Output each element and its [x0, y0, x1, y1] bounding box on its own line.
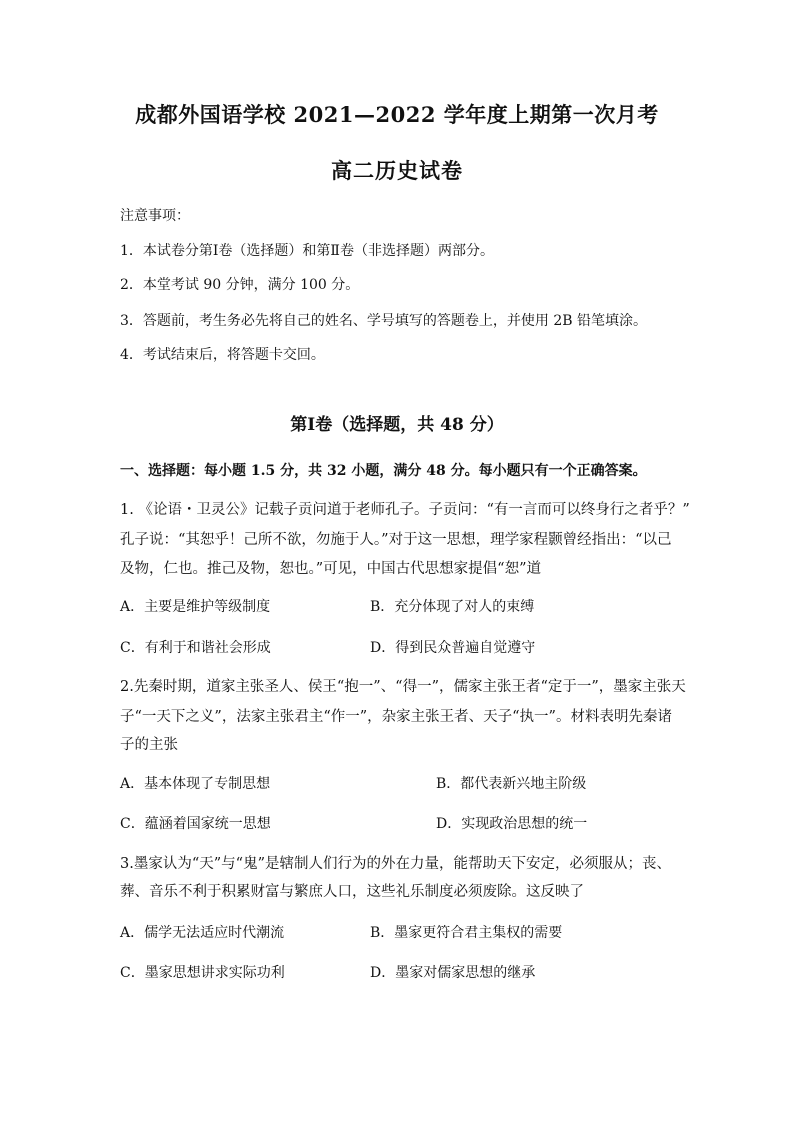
section-title: 第Ⅰ卷（选择题，共 48 分）	[290, 415, 504, 435]
option-d: D．得到民众普遍自觉遵守	[370, 640, 536, 656]
question-text-line: 子“一天下之义”，法家主张君主“作一”，杂家主张王者、天子“执一”。材料表明先秦诸	[120, 709, 672, 725]
option-b: B．充分体现了对人的束缚	[370, 599, 535, 615]
question-text-line: 孔子说：“其恕乎！己所不欲，勿施于人。”对于这一思想，理学家程颢曾经指出：“以己	[120, 532, 672, 548]
note-item: 4．考试结束后，将答题卡交回。	[120, 347, 325, 363]
part-heading: 一、选择题：每小题 1.5 分，共 32 小题，满分 48 分。每小题只有一个正确答案。	[120, 463, 647, 479]
option-c: C．墨家思想讲求实际功利	[120, 965, 285, 981]
option-a: A．基本体现了专制思想	[120, 776, 271, 792]
option-d: D．实现政治思想的统一	[436, 816, 588, 832]
question-text-line: 葬、音乐不利于积累财富与繁庶人口，这些礼乐制度必须废除。这反映了	[120, 884, 584, 900]
option-c: C．蕴涵着国家统一思想	[120, 816, 271, 832]
exam-subtitle: 高二历史试卷	[331, 158, 463, 183]
option-a: A．主要是维护等级制度	[120, 599, 271, 615]
option-d: D．墨家对儒家思想的继承	[370, 965, 536, 981]
question-text-line: 子的主张	[120, 737, 178, 753]
exam-title: 成都外国语学校 2021—2022 学年度上期第一次月考	[135, 102, 659, 127]
option-c: C．有利于和谐社会形成	[120, 640, 271, 656]
question-text-line: 3.墨家认为“天”与“鬼”是辖制人们行为的外在力量，能帮助天下安定，必须服从；丧、	[120, 856, 671, 872]
note-item: 1．本试卷分第Ⅰ卷（选择题）和第Ⅱ卷（非选择题）两部分。	[120, 243, 494, 259]
question-text-line: 及物，仁也。推己及物，恕也。”可见，中国古代思想家提倡“恕”道	[120, 561, 541, 577]
note-item: 2．本堂考试 90 分钟，满分 100 分。	[120, 277, 360, 293]
notes-heading: 注意事项：	[120, 208, 190, 224]
question-text-line: 2.先秦时期，道家主张圣人、侯王“抱一”、“得一”，儒家主张王者“定于一”，墨家主张天	[120, 679, 686, 695]
option-b: B．都代表新兴地主阶级	[436, 776, 587, 792]
option-b: B．墨家更符合君主集权的需要	[370, 925, 563, 941]
option-a: A．儒学无法适应时代潮流	[120, 925, 285, 941]
question-text-line: 1. 《论语・卫灵公》记载子贡问道于老师孔子。子贡问：“有一言而可以终身行之者乎？”	[120, 502, 690, 518]
note-item: 3．答题前，考生务必先将自己的姓名、学号填写的答题卷上，并使用 2B 铅笔填涂。	[120, 313, 648, 329]
